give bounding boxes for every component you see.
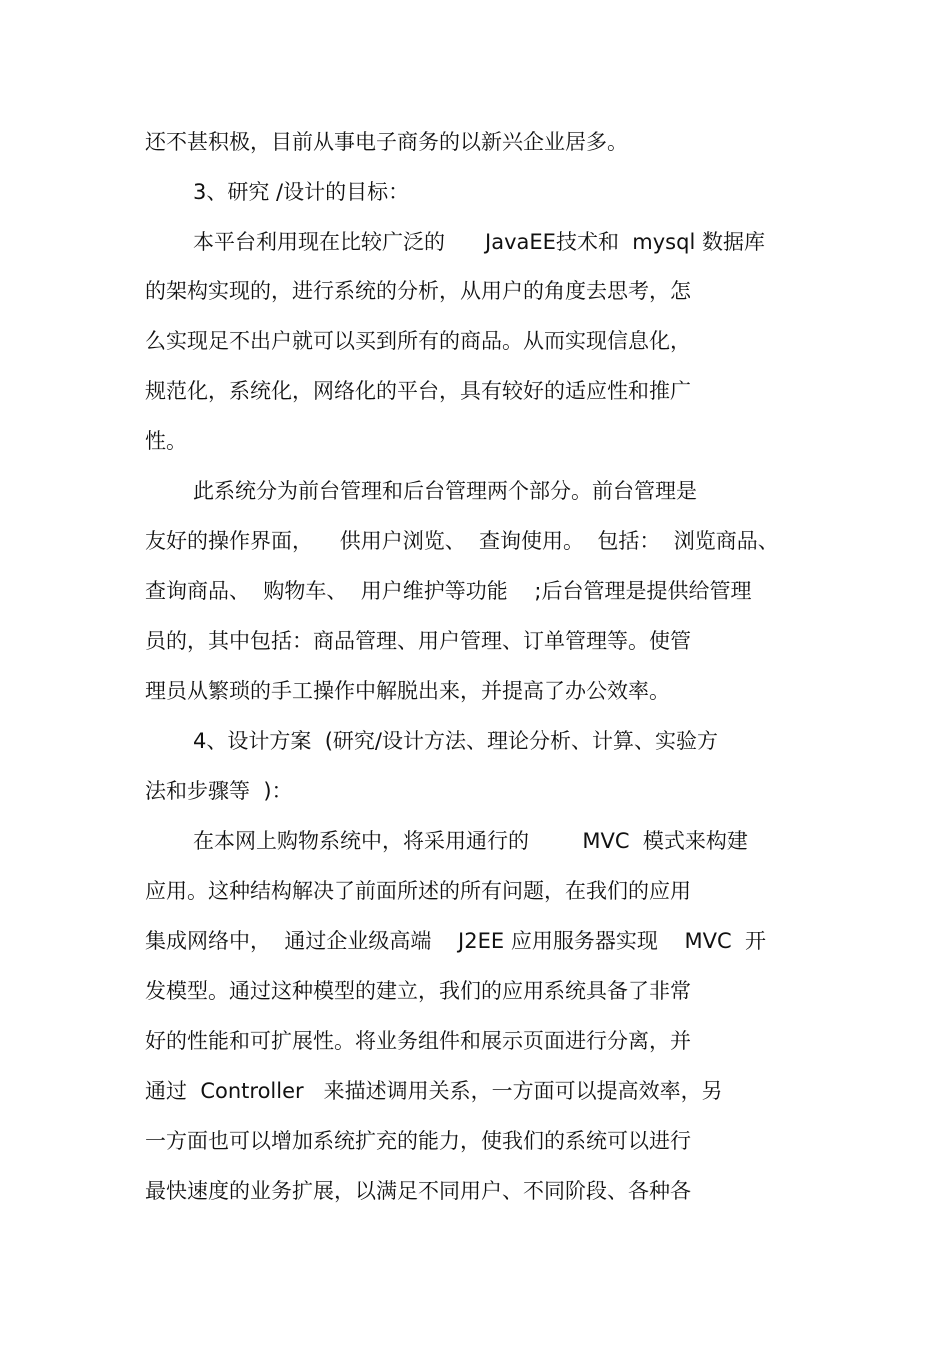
- text-line: 员的，其中包括：商品管理、用户管理、订单管理等。使管: [145, 629, 691, 653]
- text-line: 法和步骤等 )：: [145, 779, 293, 803]
- text-line: 应用。这种结构解决了前面所述的所有问题，在我们的应用: [145, 879, 691, 903]
- text-line: 此系统分为前台管理和后台管理两个部分。前台管理是: [193, 479, 697, 503]
- text-line: 查询商品、 购物车、 用户维护等功能 ;后台管理是提供给管理: [145, 579, 752, 603]
- text-line: 的架构实现的，进行系统的分析，从用户的角度去思考，怎: [145, 279, 691, 303]
- section-heading: 4、设计方案 (研究/设计方法、理论分析、计算、实验方: [193, 729, 718, 753]
- text-line: 通过 Controller 来描述调用关系，一方面可以提高效率，另: [145, 1079, 723, 1103]
- text-line: 集成网络中， 通过企业级高端 J2EE 应用服务器实现 MVC 开: [145, 929, 767, 953]
- text-line: 友好的操作界面， 供用户浏览、 查询使用。 包括： 浏览商品、: [145, 529, 779, 553]
- text-line: 在本网上购物系统中，将采用通行的 MVC 模式来构建: [193, 829, 748, 853]
- text-line: 发模型。通过这种模型的建立，我们的应用系统具备了非常: [145, 979, 691, 1003]
- text-line: 一方面也可以增加系统扩充的能力，使我们的系统可以进行: [145, 1129, 691, 1153]
- text-line: 本平台利用现在比较广泛的 JavaEE技术和 mysql 数据库: [193, 230, 765, 254]
- text-line: 还不甚积极，目前从事电子商务的以新兴企业居多。: [145, 130, 628, 154]
- text-line: 好的性能和可扩展性。将业务组件和展示页面进行分离，并: [145, 1029, 691, 1053]
- text-line: 性。: [145, 429, 187, 453]
- text-line: 规范化，系统化，网络化的平台，具有较好的适应性和推广: [145, 379, 691, 403]
- text-line: 理员从繁琐的手工操作中解脱出来，并提高了办公效率。: [145, 679, 670, 703]
- text-line: 么实现足不出户就可以买到所有的商品。从而实现信息化，: [145, 329, 691, 353]
- text-line: 最快速度的业务扩展，以满足不同用户、不同阶段、各种各: [145, 1179, 691, 1203]
- section-heading: 3、研究 /设计的目标：: [193, 180, 410, 204]
